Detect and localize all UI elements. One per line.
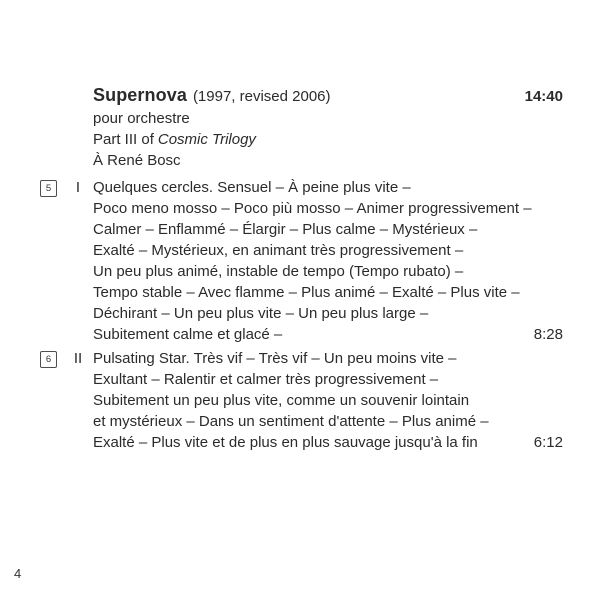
work-instrumentation: pour orchestre [93,110,190,127]
track-description-text: Subitement calme et glacé – [93,326,283,343]
work-header [93,84,563,171]
track-number-badge: 6 [40,351,57,368]
track-description-line [93,432,563,453]
track-description-line: Poco meno mosso – Poco più mosso – Animer progressivement – [93,200,532,217]
series-prefix: Part III of [93,131,154,148]
page-content [40,84,563,453]
track-description-line: Un peu plus animé, instable de tempo (Tempo rubato) – [93,263,464,280]
track-description-line: Subitement un peu plus vite, comme un souvenir lointain [93,392,470,409]
work-series-line [93,129,563,150]
track-description-line: Tempo stable – Avec flamme – Plus animé – Exalté – Plus vite – [93,284,520,301]
movement-numeral: I [75,179,81,196]
track-description-text: Exalté – Plus vite et de plus en plus sauvage jusqu'à la fin [93,434,478,451]
track-description [93,177,563,345]
track-number-badge: 5 [40,180,57,197]
work-title: Supernova [93,85,187,105]
work-duration: 14:40 [524,88,563,105]
track-description-line: Exalté – Mystérieux, en animant très progressivement – [93,242,464,259]
track-description-line: Déchirant – Un peu plus vite – Un peu plus large – [93,305,429,322]
page-number: 4 [14,566,22,581]
track-description-line: Calmer – Enflammé – Élargir – Plus calme – Mystérieux – [93,221,478,238]
track-description-line: Pulsating Star. Très vif – Très vif – Un peu moins vite – [93,350,457,367]
track-description [93,348,563,453]
movement-numeral: II [73,350,83,367]
work-title-suffix: (1997, revised 2006) [192,88,331,105]
work-dedication: À René Bosc [93,152,181,169]
track-item [40,177,563,345]
track-item [40,348,563,453]
track-description-line: Exultant – Ralentir et calmer très progressivement – [93,371,439,388]
work-title-group [93,84,331,108]
track-duration: 6:12 [533,434,563,451]
work-title-row [93,84,563,108]
track-description-line [93,324,563,345]
track-description-line: Quelques cercles. Sensuel – À peine plus vite – [93,179,411,196]
track-description-line: et mystérieux – Dans un sentiment d'attente – Plus animé – [93,413,489,430]
series-title: Cosmic Trilogy [157,131,256,148]
track-duration: 8:28 [533,326,563,343]
